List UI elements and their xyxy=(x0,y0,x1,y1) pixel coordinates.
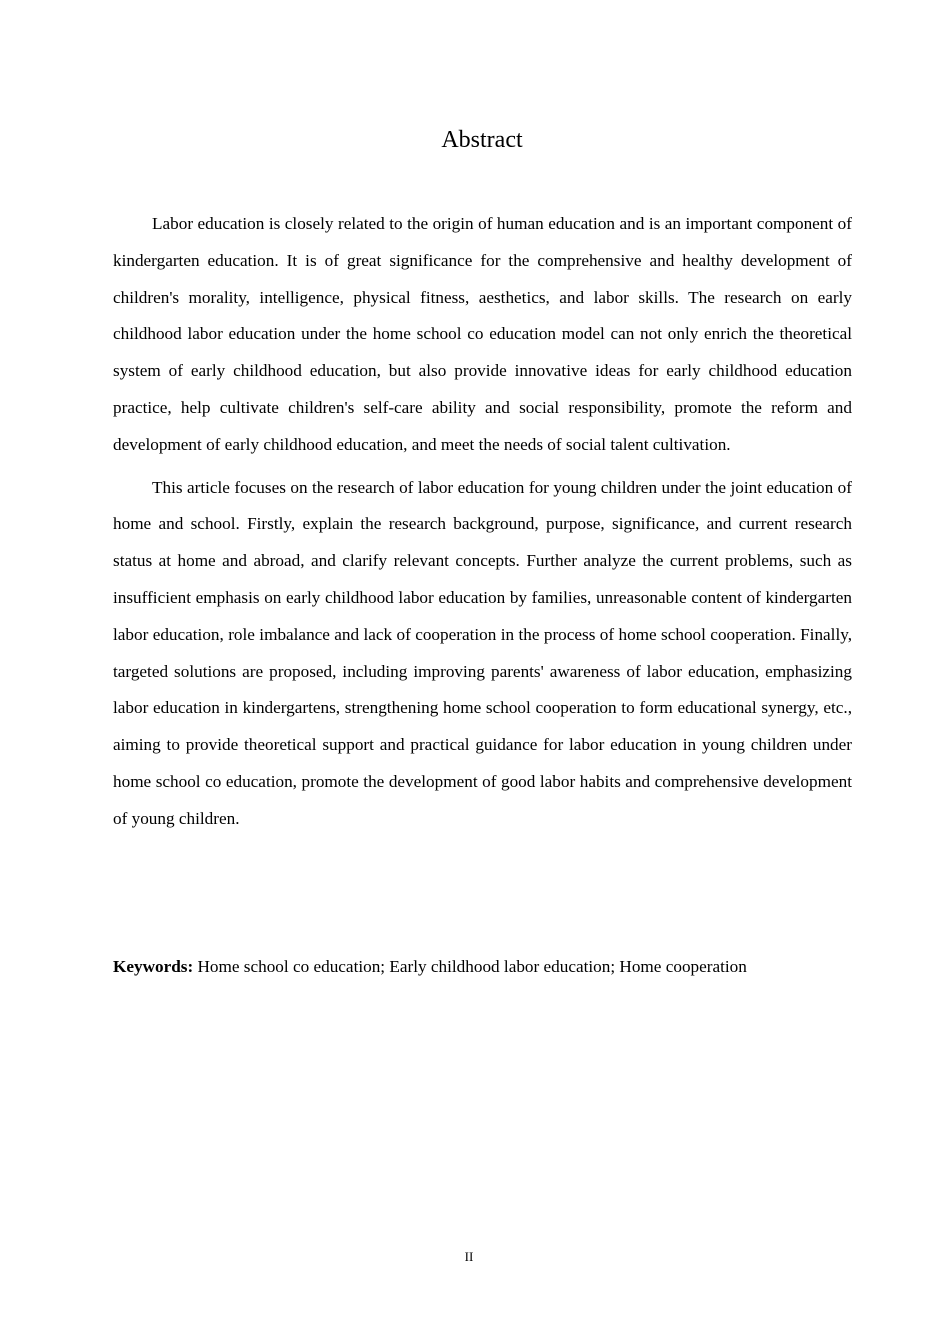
keywords-text: Home school co education; Early childhood labor education; Home cooperation xyxy=(193,957,747,976)
keywords-line xyxy=(113,952,873,982)
abstract-title: Abstract xyxy=(441,127,523,153)
abstract-body xyxy=(113,206,852,844)
abstract-paragraph-1: Labor education is closely related to the origin of human education and is an important component of kindergarten education. It is of great significance for the comprehensive and healthy development of children's morality, intelligence, physical fitness, aesthetics, and labor skills. The research on early childhood labor education under the home school co education model can not only enrich the theoretical system of early childhood education, but also provide innovative ideas for early childhood education practice, help cultivate children's self-care ability and social responsibility, promote the reform and development of early childhood education, and meet the needs of social talent cultivation. xyxy=(113,214,852,454)
keywords-label: Keywords: xyxy=(113,957,194,976)
page-number: II xyxy=(464,1249,474,1264)
abstract-paragraph-2: This article focuses on the research of labor education for young children under the joint education of home and school. Firstly, explain the research background, purpose, significance, and current research status at home and abroad, and clarify relevant concepts. Further analyze the current problems, such as insufficient emphasis on early childhood labor education by families, unreasonable content of kindergarten labor education, role imbalance and lack of cooperation in the process of home school cooperation. Finally, targeted solutions are proposed, including improving parents' awareness of labor education, emphasizing labor education in kindergartens, strengthening home school cooperation to form educational synergy, etc., aiming to provide theoretical support and practical guidance for labor education in young children under home school co education, promote the development of good labor habits and comprehensive development of young children. xyxy=(113,477,852,828)
